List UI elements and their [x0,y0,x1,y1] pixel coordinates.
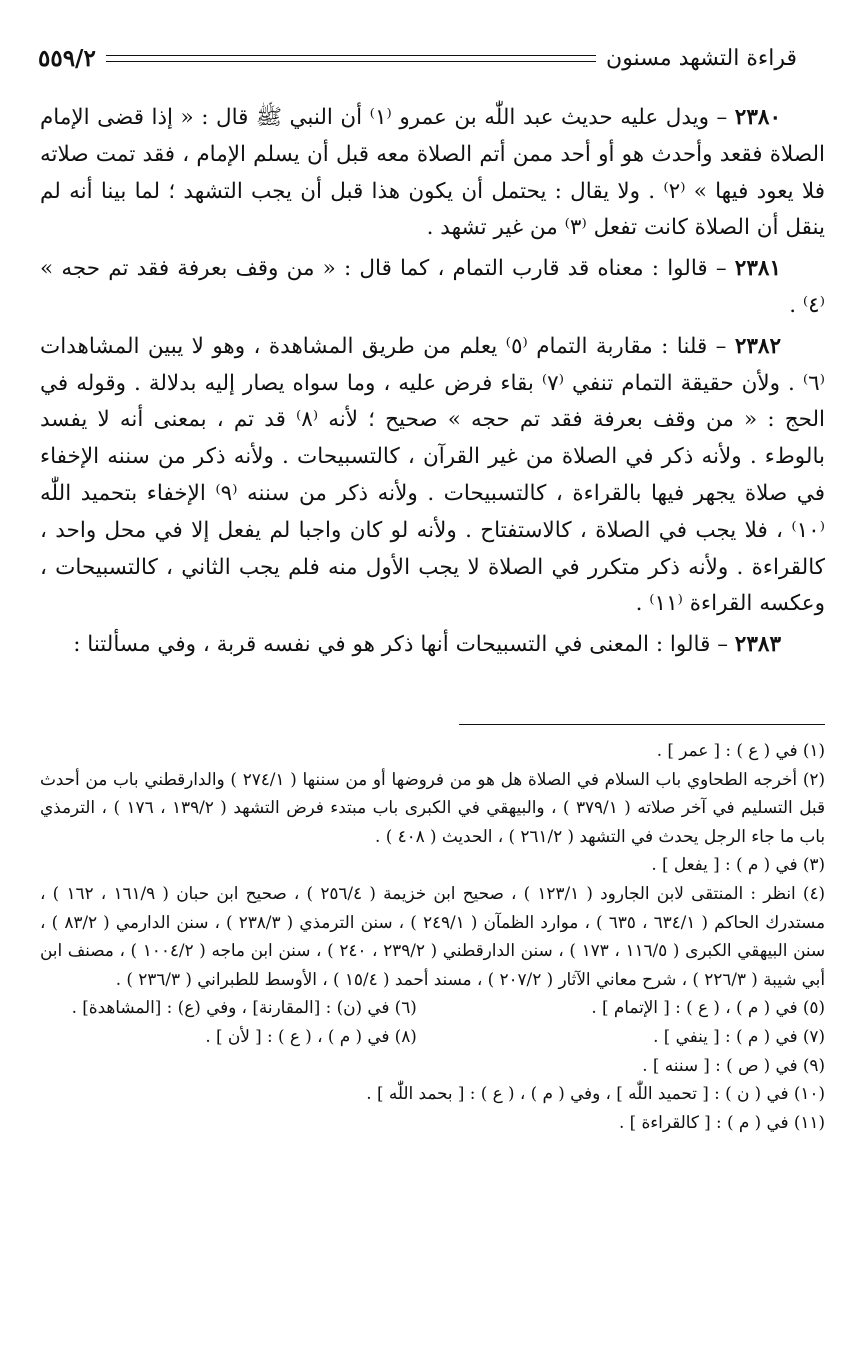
paragraph-number: ٢٣٨٠ [734,105,781,130]
footnotes [40,736,825,1136]
paragraph-text: – قالوا : المعنى في التسبيحات أنها ذكر هو في نفسه قربة ، وفي مسألتنا : [73,632,735,658]
main-text [40,100,825,668]
footnote-5: (٥) في ( م ) ، ( ع ) : [ الإتمام ] . [591,997,825,1018]
paragraph-2380 [40,100,825,247]
page-header [38,38,797,78]
footnote-4: (٤) انظر : المنتقى لابن الجارود ( ١٢٣/١ ) ، صحيح ابن خزيمة ( ٢٥٦/٤ ) ، صحيح ابن حبان ( ١٦١/٩ ، ١٦٢ ) ، مستدرك الحاكم ( ٦٣٤/١ ، ٦٣٥ ) ، موارد الظمآن ( ٢٤٩/١ ) ، سنن الترمذي ( ٢٣٨/٣ ) ، سنن الدارمي ( ٨٣/٢ ) ، سنن البيهقي الكبرى ( ١١٦/٥ ، ١٧٣ ) ، سنن الدارقطني ( ٢٣٩/٢ ، ٢٤٠ ) ، سنن ابن ماجه ( ١٠٠٤/٢ ) ، مصنف ابن أبي شيبة ( ٢٢٦/٣ ) ، شرح معاني الآثار ( ٢٠٧/٢ ) ، مسند أحمد ( ١٥/٤ ) ، الأوسط للطبراني ( ٢٣٦/٣ ) . [40,882,826,989]
footnote-11: (١١) في ( م ) : [ كالقراءة ] . [618,1111,825,1132]
footnote-6: (٦) في (ن) : [المقارنة] ، وفي (ع) : [المشاهدة] . [71,997,417,1018]
footnote-3: (٣) في ( م ) : [ يفعل ] . [651,854,825,875]
running-title: قراءة التشهد مسنون [606,45,797,71]
footnote-7: (٧) في ( م ) : [ ينفي ] . [653,1025,825,1046]
page-number: ٥٥٩/٢ [38,44,96,72]
paragraph-2383 [40,627,825,664]
footnote-8: (٨) في ( م ) ، ( ع ) : [ لأن ] . [205,1025,417,1046]
footnote-10: (١٠) في ( ن ) : [ تحميد اللّٰه ] ، وفي ( م ) ، ( ع ) : [ بحمد اللّٰه ] . [366,1083,825,1104]
paragraph-2382 [40,329,825,623]
paragraph-number: ٢٣٨٢ [734,333,782,359]
paragraph-text: – قالوا : معناه قد قارب التمام ، كما قال : « من وقف بعرفة فقد تم حجه » ⁽٤⁾ . [40,256,825,318]
footnote-separator [459,724,825,725]
footnote-row [40,993,825,1022]
paragraph-number: ٢٣٨١ [734,256,781,282]
paragraph-number: ٢٣٨٣ [734,632,781,658]
header-double-rule [106,55,596,62]
footnote-9: (٩) في ( ص ) : [ سننه ] . [642,1054,825,1075]
footnote-2: (٢) أخرجه الطحاوي باب السلام في الصلاة هل هو من فروضها أو من سننها ( ٢٧٤/١ ) والدارقطني باب من أحدث قبل التسليم في آخر صلاته ( ٣٧٩/١ ) ، والبيهقي في الكبرى باب مبتدء فرض التشهد ( ١٣٩/٢ ، ١٧٦ ) ، الترمذي باب ما جاء الرجل يحدث في التشهد ( ٢٦١/٢ ) ، الحديث ( ٤٠٨ ) . [40,768,825,846]
paragraph-2381 [40,251,825,325]
footnote-row [40,1022,825,1051]
paragraph-text: – قلنا : مقاربة التمام ⁽٥⁾ يعلم من طريق المشاهدة ، وهو لا يبين المشاهدات ⁽٦⁾ . ولأن حقيقة التمام تنفي ⁽٧⁾ بقاء فرض عليه ، وما سواه يصار إليه بدلالة . وقوله في الحج : « من وقف بعرفة فقد تم حجه » صحيح ؛ لأنه ⁽٨⁾ قد تم ، بمعنى أنه لا يفسد بالوطء . ولأنه ذكر في الصلاة من غير القرآن ، كالتسبيحات . ولأنه ذكر من سننه الإخفاء في صلاة يجهر فيها بالقراءة ، كالتسبيحات . ولأنه ذكر من سننه ⁽٩⁾ الإخفاء بتحميد اللّٰه ⁽١٠⁾ ، فلا يجب في الصلاة ، كالاستفتاح . ولأنه لو كان واجبا لم يفعل إلا في محل واحد ، كالقراءة . ولأنه ذكر متكرر في الصلاة لا يجب الأول منه فلم يجب الثاني ، كالتسبيحات ، وعكسه القراءة ⁽١١⁾ . [40,333,825,617]
paragraph-text: – ويدل عليه حديث عبد اللّٰه بن عمرو ⁽١⁾ أن النبي ﷺ قال : « إذا قضى الإمام الصلاة فقعد وأحدث هو أو أحد ممن أتم الصلاة معه قبل أن يسلم الإمام ، فقد تمت صلاته فلا يعود فيها » ⁽٢⁾ . ولا يقال : يحتمل أن يكون هذا قبل أن يجب التشهد ؛ لما بينا أنه لم ينقل أن الصلاة كانت تفعل ⁽٣⁾ من غير تشهد . [40,105,825,241]
footnote-1: (١) في ( ع ) : [ عمر ] . [656,740,825,760]
